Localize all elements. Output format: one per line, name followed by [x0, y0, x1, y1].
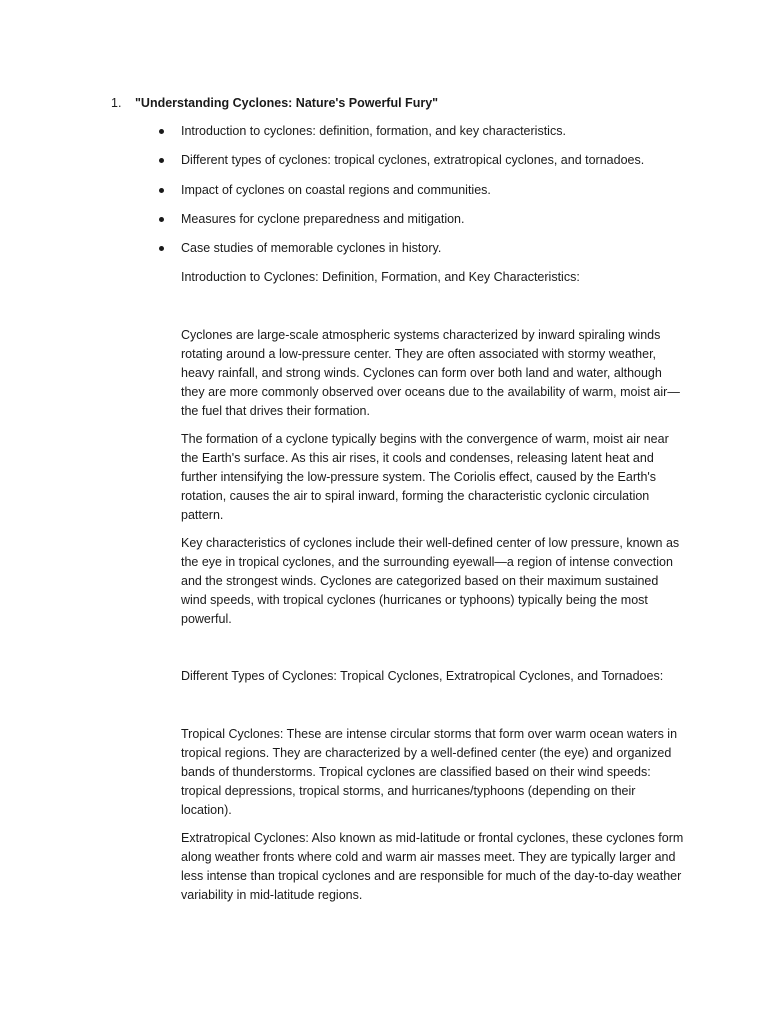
intro-paragraph: Key characteristics of cyclones include their well-defined center of low pressure, known as the eye in tropical cyclones, and the surrounding eyewall—a region of intense convection and the strongest winds. Cyclones are categorized based on their maximum sustained wind speeds, with tropical cyclones (hurricanes or typhoons) typically being the most powerful. — [181, 536, 680, 626]
outline-heading — [111, 95, 691, 111]
types-paragraph: Extratropical Cyclones: Also known as mid-latitude or frontal cyclones, these cyclones form along weather fronts where cold and warm air masses meet. They are typically larger and less intense than tropical cyclones and are responsible for much of the day-to-day weather variability in mid-latitude regions. — [181, 831, 684, 902]
bullet-item — [157, 182, 697, 198]
bullet-text: Different types of cyclones: tropical cyclones, extratropical cyclones, and tornadoes. — [181, 153, 645, 168]
outline-bullet-list — [157, 123, 697, 269]
bullet-text: Measures for cyclone preparedness and mitigation. — [181, 211, 465, 226]
bullet-text: Introduction to cyclones: definition, formation, and key characteristics. — [181, 124, 566, 138]
intro-paragraph: Cyclones are large-scale atmospheric systems characterized by inward spiraling winds rotating around a low-pressure center. They are often associated with stormy weather, heavy rainfall, and strong winds. Cyclones can form over both land and water, although they are more commonly observed over oceans due to the availability of warm, moist air—the fuel that drives their formation. — [181, 328, 680, 418]
types-section-title: Different Types of Cyclones: Tropical Cyclones, Extratropical Cyclones, and Tornadoes: — [181, 669, 664, 683]
bullet-icon — [159, 188, 164, 193]
bullet-item — [157, 211, 697, 227]
bullet-icon — [159, 246, 164, 251]
bullet-item — [157, 152, 697, 168]
bullet-item — [157, 123, 697, 139]
bullet-icon — [159, 158, 164, 163]
outline-title: "Understanding Cyclones: Nature's Powerful Fury" — [135, 96, 439, 110]
types-paragraph: Tropical Cyclones: These are intense circular storms that form over warm ocean waters in tropical regions. They are characterized by a well-defined center (the eye) and organized bands of thunderstorms. Tropical cyclones are classified based on their wind speeds: tropical depressions, tropical storms, and hurricanes/typhoons (depending on their location). — [181, 727, 678, 817]
bullet-icon — [159, 217, 164, 222]
bullet-item — [157, 240, 697, 256]
outline-number: 1. — [111, 96, 122, 110]
intro-section-title: Introduction to Cyclones: Definition, Formation, and Key Characteristics: — [181, 270, 580, 284]
bullet-text: Case studies of memorable cyclones in history. — [181, 241, 442, 256]
bullet-icon — [159, 129, 164, 134]
intro-paragraph: The formation of a cyclone typically begins with the convergence of warm, moist air near the Earth's surface. As this air rises, it cools and condenses, releasing latent heat and further intensifying the low-pressure system. The Coriolis effect, caused by the Earth's rotation, causes the air to spiral inward, forming the characteristic cyclonic circulation pattern. — [181, 432, 669, 522]
bullet-text: Impact of cyclones on coastal regions and communities. — [181, 182, 491, 197]
